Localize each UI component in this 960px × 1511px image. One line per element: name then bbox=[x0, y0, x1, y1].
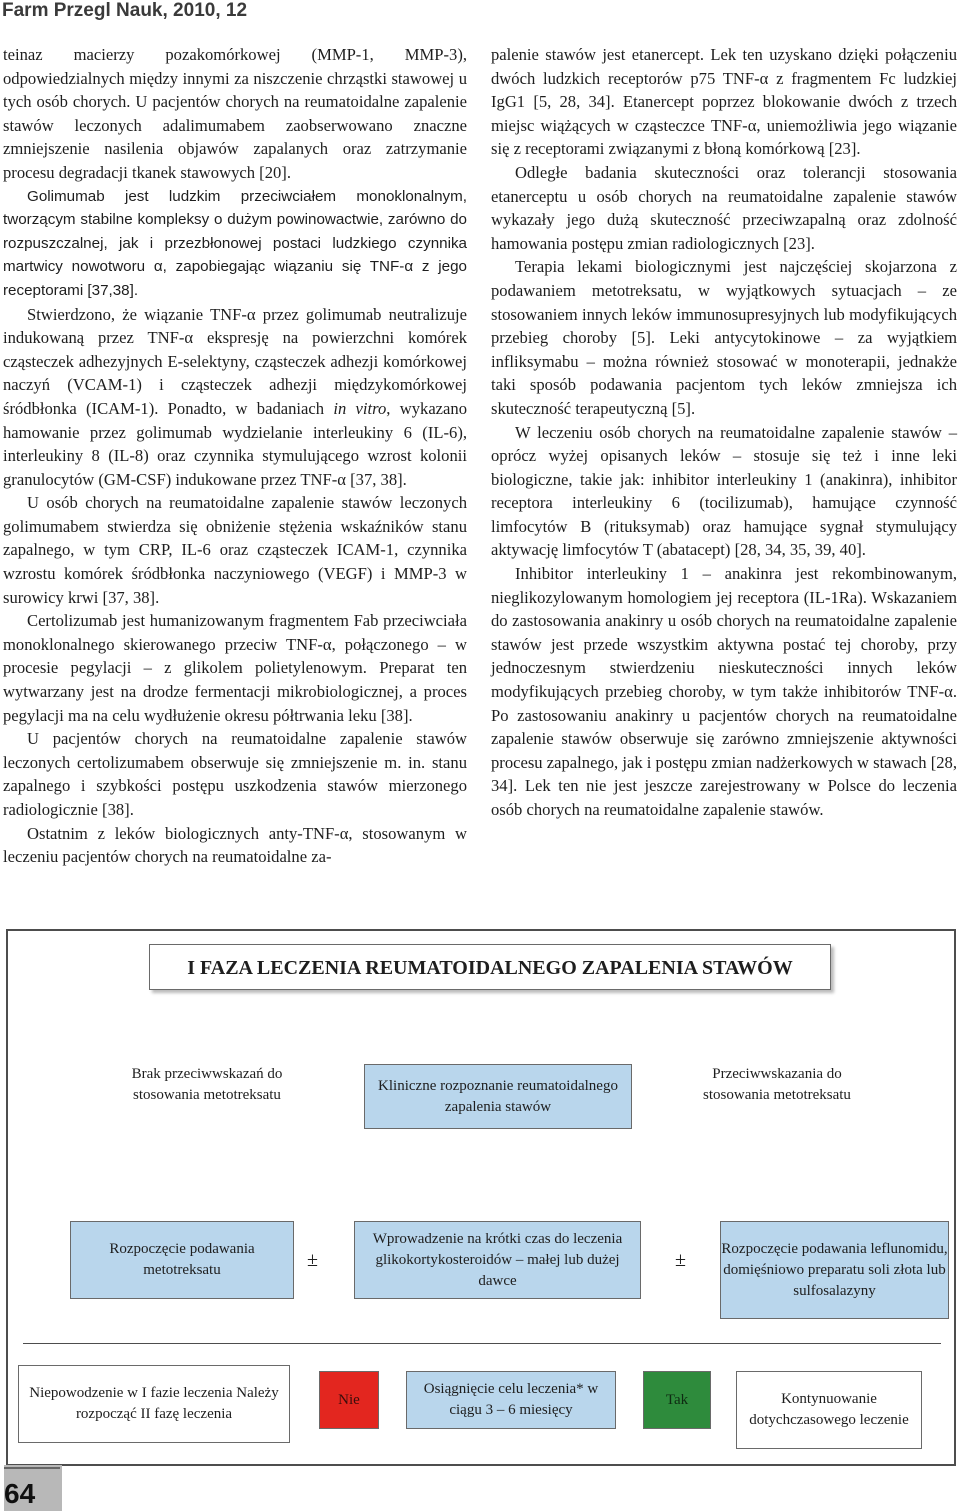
no-box: Nie bbox=[319, 1371, 379, 1429]
glucocorticoids-box: Wprowadzenie na krótki czas do leczenia glikokortykosteroidów – małej lub dużej dawce bbox=[354, 1221, 641, 1299]
figure-title: I FAZA LECZENIA REUMATOIDALNEGO ZAPALENIA STAWÓW bbox=[149, 944, 831, 990]
paragraph: Golimumab jest ludzkim przeciwciałem monoklonalnym, tworzącym stabilne kompleksy o dużym powinowactwie, zarówno do rozpuszczalnej, jak i przezbłonowej postaci ludzkiego czynnika martwicy nowotworu α, zapobiegając wiązaniu się TNF-α z jego receptorami [37,38]. bbox=[3, 187, 467, 299]
continue-treatment-box: Kontynuowanie dotychczasowego leczenie bbox=[736, 1371, 922, 1449]
paragraph: U pacjentów chorych na reumatoidalne zapalenie stawów leczonych certolizumabem obserwuje się zmniejszenie m. in. stanu zapalnego i szybkości postępu uszkodzenia stawów mierzonego radiologicznie [38]. bbox=[3, 729, 467, 819]
yes-box: Tak bbox=[643, 1371, 711, 1429]
paragraph: Odległe badania skuteczności oraz tolerancji stosowania etanerceptu u osób chorych na reumatoidalne zapalenie stawów wykazały jego dużą skuteczność przeciwzapalną oraz zdolność hamowania postępu zmian radiologicznych [23]. bbox=[491, 162, 957, 253]
paragraph: teinaz macierzy pozakomórkowej (MMP-1, MMP-3), odpowiedzialnych między innymi za niszczenie chrząstki stawowej u tych osób chorych. U pacjentów chorych na reumatoidalne zapalenie stawów leczonych adalimumabem zaobserwowano znaczne zmniejszenie nasilenia objawów zapalanych oraz zatrzymanie procesu degradacji tkanek stawowych [20]. bbox=[3, 45, 467, 182]
treatment-flowchart bbox=[6, 929, 956, 1466]
left-column bbox=[3, 43, 467, 869]
running-title: Farm Przegl Nauk, 2010, 12 bbox=[2, 0, 248, 21]
contraindications-label: Przeciwwskazania do stosowania metotreksatu bbox=[703, 1066, 851, 1103]
diagnosis-box: Kliniczne rozpoznanie reumatoidalnego zapalenia stawów bbox=[364, 1064, 632, 1129]
alternative-dmards-box: Rozpoczęcie podawania leflunomidu, domięśniowo preparatu soli złota lub sulfosalazyny bbox=[720, 1221, 949, 1319]
paragraph: palenie stawów jest etanercept. Lek ten uzyskano dzięki połączeniu dwóch ludzkich receptorów p75 TNF-α z fragmentem Fc ludzkiej IgG1 [5, 28, 34]. Etanercept poprzez blokowanie dwóch z trzech miejsc wiążących w cząsteczce TNF-α, uniemożliwia jego wiązanie się z receptorami związanymi z błoną komórkową [23]. bbox=[491, 45, 957, 159]
paragraph: Ostatnim z leków biologicznych anty-TNF-α, stosowanym w leczeniu pacjentów chorych na reumatoidalne za- bbox=[3, 823, 467, 867]
paragraph: Stwierdzono, że wiązanie TNF-α przez golimumab neutralizuje indukowaną przez TNF-α ekspresję na powierzchni komórek cząsteczek adhezyjnych E-selektyny, cząsteczek adhezji komórkowej naczyń (VCAM-1) i cząsteczek adhezji międzykomórkowej śródbłonka (ICAM-1). Ponadto, w badaniach in vitro, wykazano hamowanie przez golimumab wydzielanie interleukiny 6 (IL-6), interleukiny 8 (IL-8) oraz czynnika stymulującego wzrost kolonii granulocytów (GM-CSF) indukowane przez TNF-α [37, 38]. bbox=[3, 304, 468, 489]
paragraph: Terapia lekami biologicznymi jest najczęściej skojarzona z podawaniem metotreksatu, w wyjątkowych sytuacjach – ze stosowaniem innych leków immunosupresyjnych lub modyfikujących przebieg choroby [5]. Leki antycytokinowe – za wyjątkiem infliksymabu – można również stosować w monoterapii, jednakże taki sposób podawania pacjentom tych leków zmniejsza ich skuteczność terapeutyczną [5]. bbox=[491, 257, 957, 418]
treatment-goal-box: Osiągnięcie celu leczenia* w ciągu 3 – 6 miesięcy bbox=[406, 1371, 616, 1429]
paragraph: U osób chorych na reumatoidalne zapalenie stawów leczonych golimumabem stwierdza się obniżenie stężenia wskaźników stanu zapalnego, w tym CRP, IL-6 oraz cząsteczek ICAM-1, czynnika wzrostu komórek śródbłonka naczyniowego (VEGF) i MMP-3 w surowicy krwi [37, 38]. bbox=[3, 493, 467, 607]
treatment-failure-box: Niepowodzenie w I fazie leczenia Należy rozpocząć II fazę leczenia bbox=[18, 1365, 290, 1443]
divider bbox=[23, 1343, 941, 1344]
page-number: 64 bbox=[4, 1478, 36, 1509]
no-contraindications-label: Brak przeciwwskazań do stosowania metotreksatu bbox=[131, 1066, 283, 1103]
start-methotrexate-box: Rozpoczęcie podawania metotreksatu bbox=[70, 1221, 294, 1299]
paragraph: W leczeniu osób chorych na reumatoidalne zapalenie stawów – oprócz wyżej opisanych leków – stosuje się też i inne leki biologiczne, takie jak: inhibitor interleukiny 1 (anakinra), inhibitor receptora interleukiny 6 (tocilizumab), hamujące czynność limfocytów B (rituksymab) oraz hamujące sygnał stymulujący aktywację limfocytów T (abatacept) [28, 34, 35, 39, 40]. bbox=[491, 422, 957, 560]
divider bbox=[4, 1467, 60, 1469]
plus-minus-sign: ± bbox=[675, 1249, 686, 1271]
right-column bbox=[491, 43, 957, 822]
plus-minus-sign: ± bbox=[307, 1249, 318, 1271]
paragraph: Inhibitor interleukiny 1 – anakinra jest rekombinowanym, nieglikozylowanym homologiem jej receptora (IL-1Ra). Wskazaniem do zastosowania anakinry u osób chorych na reumatoidalne zapalenie stawów jest przede wszystkim aktywna postać tej choroby, przy jednoczesnym stwierdzeniu nieskuteczności innych leków modyfikujących przebieg choroby, w tym także inhibitorów TNF-α. Po zastosowaniu anakinry u pacjentów chorych na reumatoidalne zapalenie stawów obserwuje się zarówno zmniejszenie aktywności procesu zapalnego, jak i postępu zmian nadżerkowych w stawach [28, 34]. Lek ten nie jest jeszcze zarejestrowany w Polsce do leczenia osób chorych na reumatoidalne zapalenie stawów. bbox=[491, 564, 957, 819]
paragraph: Certolizumab jest humanizowanym fragmentem Fab przeciwciała monoklonalnego skierowanego przeciw TNF-α, połączonego – w procesie pegylacji – z glikolem polietylenowym. Preparat ten wytwarzany jest na drodze fermentacji mikrobiologicznej, a proces pegylacji ma na celu wydłużenie okresu półtrwania leku [38]. bbox=[3, 611, 467, 725]
